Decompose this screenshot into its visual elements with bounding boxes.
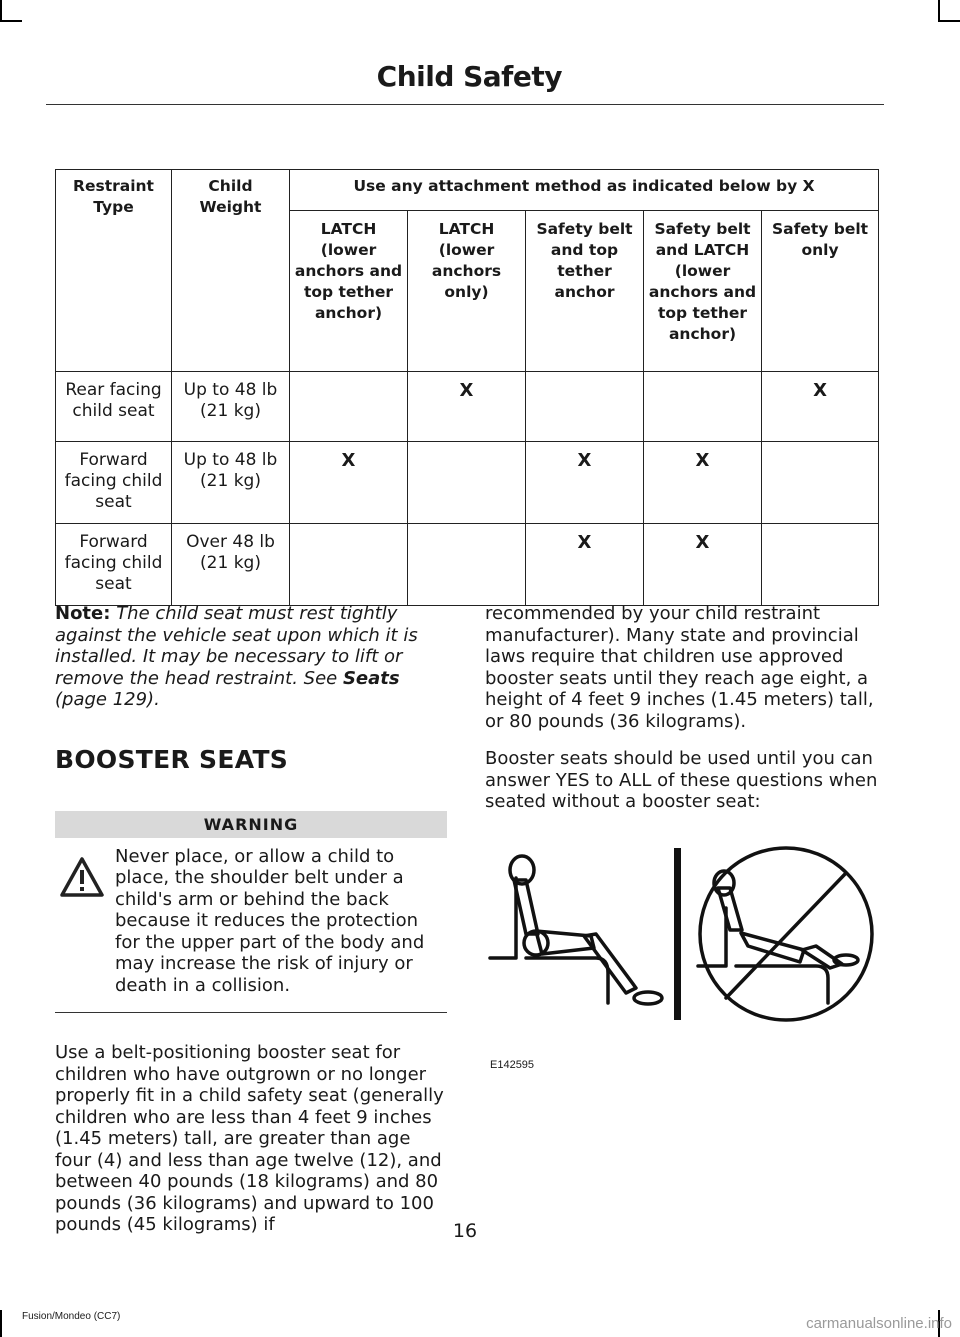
cell-restraint-type: Forward facing child seat: [56, 524, 172, 606]
booster-paragraph: Use a belt-positioning booster seat for children who have outgrown or no longer properly fit in a child safety seat (generally children who are less than 4 feet 9 inches (1.45 meters) tall, are greater than age four (4) and less than age twelve (12), and between 40 pounds (18 kilograms) and 80 pounds (36 kilograms) and upward to 100 pounds (45 kilograms) if: [55, 1042, 444, 1235]
warning-banner: WARNING: [55, 811, 447, 838]
crop-mark: [938, 20, 960, 22]
crop-mark: [0, 1310, 2, 1337]
note-paragraph: [55, 603, 447, 711]
header-method-latch-full: LATCH (lower anchors and top tether anchor): [290, 211, 408, 372]
table-row: [56, 372, 879, 442]
cell-restraint-type: Forward facing child seat: [56, 442, 172, 524]
header-child-weight: Child Weight: [172, 170, 290, 372]
warning-triangle-icon: [59, 856, 105, 898]
footer-model: Fusion/Mondeo (CC7): [22, 1311, 121, 1322]
cell-mark: X: [290, 442, 408, 524]
header-method-belt-tether: Safety belt and top tether anchor: [526, 211, 644, 372]
header-method-belt-only: Safety belt only: [762, 211, 879, 372]
warning-text: Never place, or allow a child to place, the shoulder belt under a child's arm or behind the back because it reduces the protection for the upper part of the body and may increase the risk of injury or death in a collision.: [115, 845, 425, 996]
cell-child-weight: Up to 48 lb (21 kg): [172, 442, 290, 524]
page-number: 16: [452, 1220, 478, 1242]
header-method-belt-latch: Safety belt and LATCH (lower anchors and top tether anchor): [644, 211, 762, 372]
warning-box: [55, 846, 447, 997]
section-heading: BOOSTER SEATS: [55, 744, 289, 774]
crop-mark: [0, 0, 2, 22]
title-divider: [46, 104, 884, 105]
table-row: [56, 442, 879, 524]
cell-mark: [408, 524, 526, 606]
cell-mark: X: [762, 372, 879, 442]
watermark: carmanualsonline.info: [806, 1315, 952, 1332]
cell-mark: [644, 372, 762, 442]
header-method-latch-lower: LATCH (lower anchors only): [408, 211, 526, 372]
table-row: [56, 524, 879, 606]
cell-mark: X: [526, 524, 644, 606]
left-column: [55, 603, 447, 1236]
crop-mark: [938, 0, 940, 22]
seats-page-link[interactable]: Seats: [342, 667, 400, 689]
divider-bar: [674, 848, 681, 1020]
right-paragraph-2: Booster seats should be used until you can answer YES to ALL of these questions when seated without a booster seat:: [485, 748, 878, 812]
booster-seat-illustration: [486, 838, 878, 1038]
right-paragraph-1: recommended by your child restraint manufacturer). Many state and provincial laws require that children use approved booster seats until they reach age eight, a height of 4 feet 9 inches (1.45 meters) tall, or 80 pounds (36 kilograms).: [485, 603, 874, 732]
cell-mark: X: [644, 442, 762, 524]
cell-mark: X: [526, 442, 644, 524]
note-text: The child seat must rest tightly against the vehicle seat upon which it is installed. It may be necessary to lift or remove the head restraint. See: [55, 603, 418, 689]
cell-mark: [526, 372, 644, 442]
cell-child-weight: Over 48 lb (21 kg): [172, 524, 290, 606]
cell-mark: [762, 442, 879, 524]
header-restraint-type: Restraint Type: [56, 170, 172, 372]
cell-mark: [290, 372, 408, 442]
note-label: Note:: [55, 603, 111, 624]
cell-mark: X: [644, 524, 762, 606]
cell-mark: [762, 524, 879, 606]
warning-divider: [55, 1012, 447, 1013]
cell-mark: X: [408, 372, 526, 442]
cell-restraint-type: Rear facing child seat: [56, 372, 172, 442]
figure-id: E142595: [490, 1059, 535, 1071]
cell-mark: [408, 442, 526, 524]
header-attachment-methods: Use any attachment method as indicated below by X: [290, 170, 879, 211]
right-column: [485, 603, 880, 813]
note-page-ref: (page 129).: [55, 689, 160, 710]
page-title: Child Safety: [376, 60, 562, 93]
cell-child-weight: Up to 48 lb (21 kg): [172, 372, 290, 442]
cell-mark: [290, 524, 408, 606]
crop-mark: [0, 20, 22, 22]
restraint-table: [55, 169, 879, 606]
